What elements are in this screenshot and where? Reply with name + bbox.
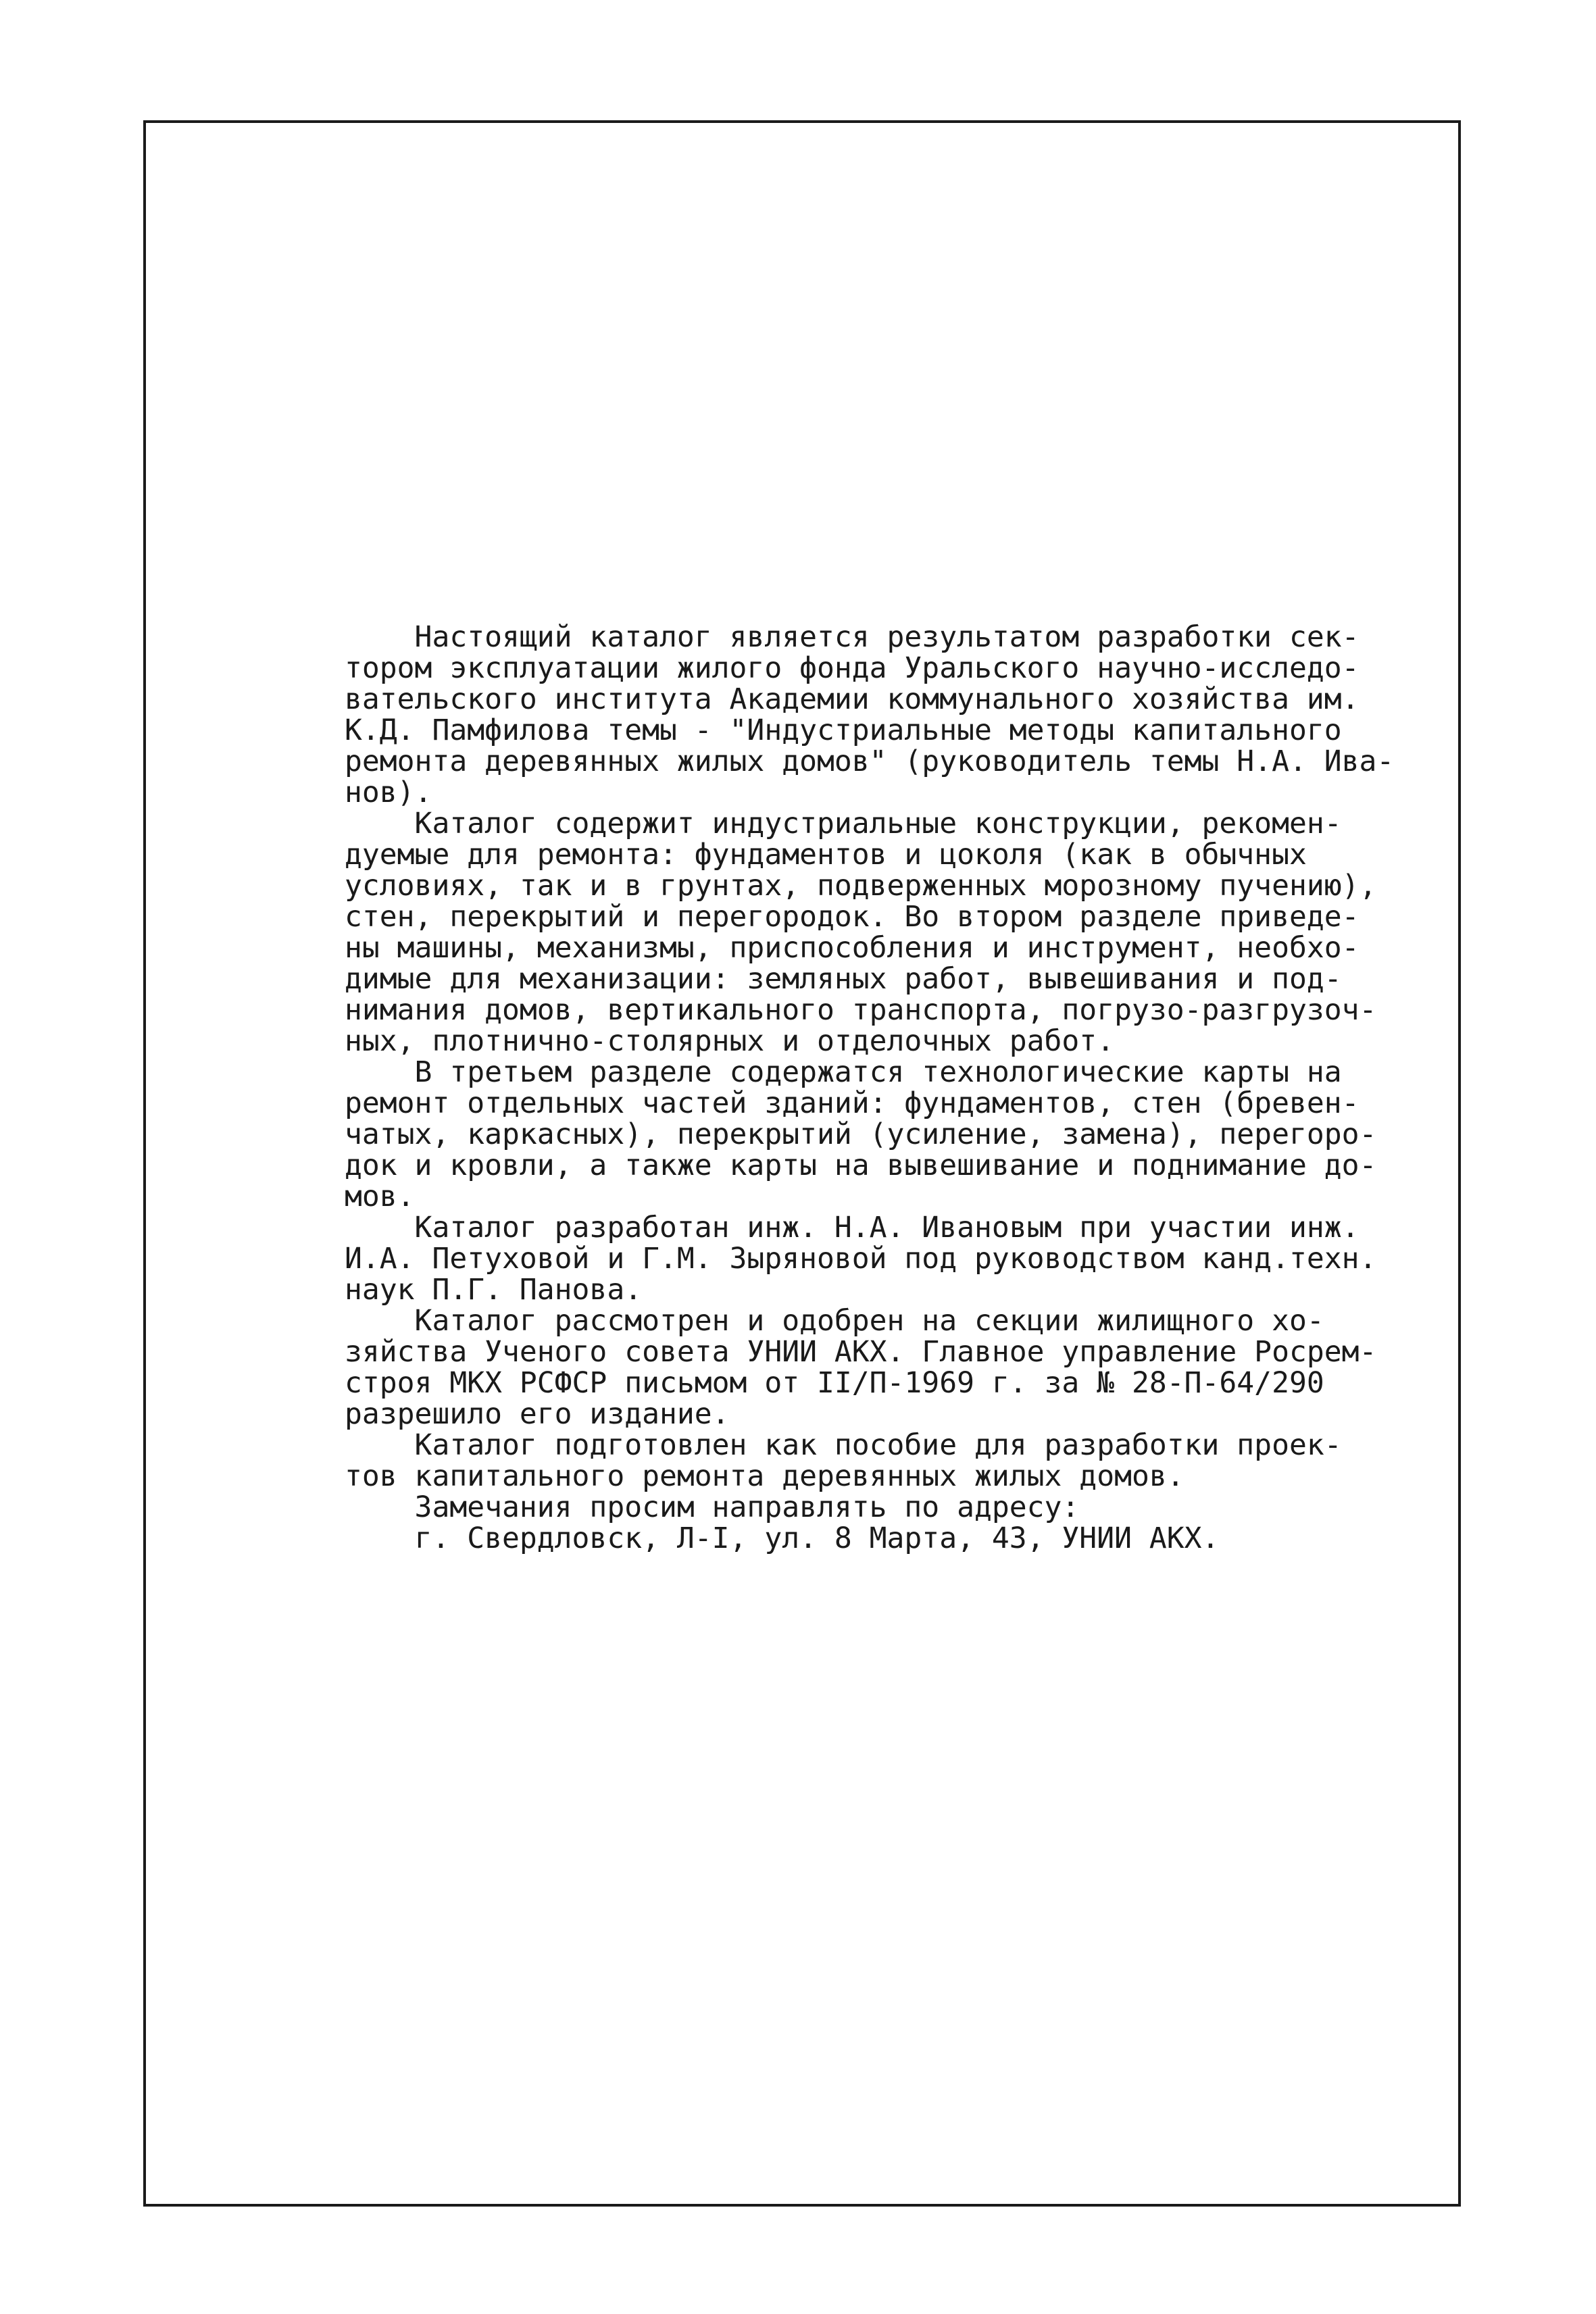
text-line: мов. [345,1180,415,1213]
text-line: ремонт отдельных частей зданий: фундаментов, стен (бревен- [345,1086,1360,1120]
text-line: чатых, каркасных), перекрытий (усиление, замена), перегоро- [345,1117,1377,1151]
text-line: тов капитального ремонта деревянных жилых домов. [345,1459,1184,1493]
text-line: условиях, так и в грунтах, подверженных морозному пучению), [345,869,1377,903]
text-line: г. Свердловск, Л-I, ул. 8 Марта, 43, УНИИ АКХ. [345,1521,1220,1555]
text-line: нов). [345,776,432,809]
text-line: дуемые для ремонта: фундаментов и цоколя (как в обычных [345,838,1307,872]
preface-text [345,622,1412,1554]
text-line: наук П.Г. Панова. [345,1273,643,1307]
text-line: Каталог разработан инж. Н.А. Ивановым при участии инж. [345,1211,1360,1244]
text-line: ных, плотнично-столярных и отделочных работ. [345,1024,1115,1058]
text-line: Настоящий каталог является результатом разработки сек- [345,620,1360,654]
text-line: стен, перекрытий и перегородок. Во втором разделе приведе- [345,900,1360,934]
text-line: В третьем разделе содержатся технологические карты на [345,1055,1342,1089]
text-line: тором эксплуатации жилого фонда Уральского научно-исследо- [345,651,1360,685]
text-line: Каталог подготовлен как пособие для разработки проек- [345,1428,1342,1462]
text-line: Замечания просим направлять по адресу: [345,1490,1080,1524]
text-line: док и кровли, а также карты на вывешивание и поднимание до- [345,1149,1377,1182]
text-line: зяйства Ученого совета УНИИ АКХ. Главное управление Росрем- [345,1335,1377,1369]
text-line: строя МКХ РСФСР письмом от II/П-1969 г. за № 28-П-64/290 [345,1366,1324,1400]
text-line: Каталог содержит индустриальные конструкции, рекомен- [345,807,1342,840]
text-line: димые для механизации: земляных работ, вывешивания и под- [345,962,1342,996]
text-line: ны машины, механизмы, приспособления и инструмент, необхо- [345,931,1360,965]
text-line: Каталог рассмотрен и одобрен на секции жилищного хо- [345,1304,1324,1338]
text-line: К.Д. Памфилова темы - "Индустриальные методы капитального [345,713,1342,747]
text-line: разрешило его издание. [345,1397,730,1431]
text-line: ремонта деревянных жилых домов" (руководитель темы Н.А. Ива- [345,745,1395,778]
text-line: вательского института Академии коммунального хозяйства им. [345,682,1360,716]
text-line: нимания домов, вертикального транспорта, погрузо-разгрузоч- [345,993,1377,1027]
text-line: И.А. Петуховой и Г.М. Зыряновой под руководством канд.техн. [345,1242,1377,1276]
